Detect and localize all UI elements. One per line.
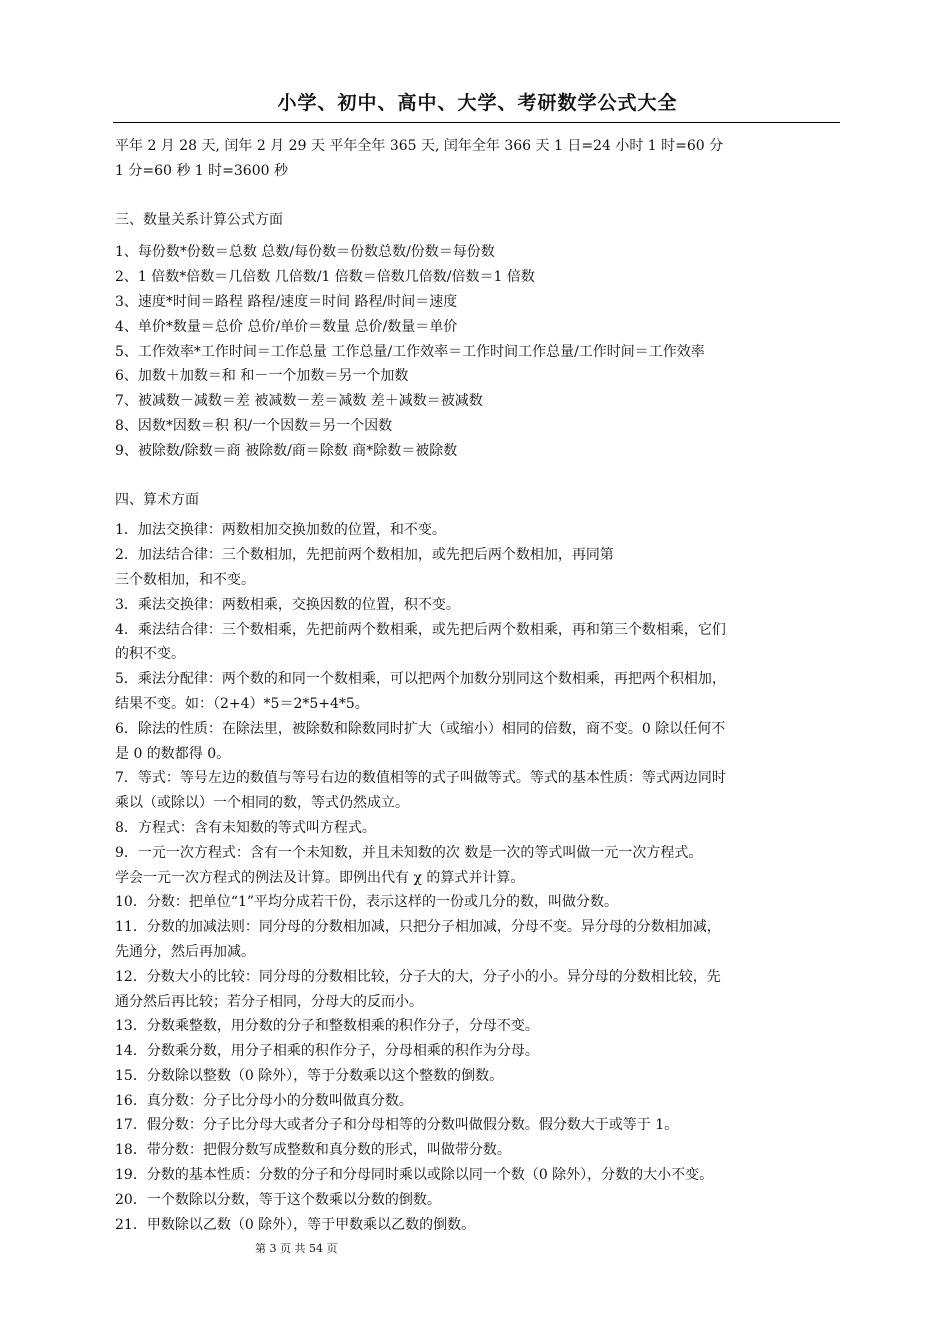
rule-line: 20．一个数除以分数，等于这个数乘以分数的倒数。: [115, 1191, 441, 1208]
rule-line: 4．乘法结合律：三个数相乘，先把前两个数相乘，或先把后两个数相乘，再和第三个数相乘，它们: [115, 621, 726, 638]
rule-line: 的积不变。: [115, 646, 185, 663]
rule-line: 三个数相加，和不变。: [115, 571, 255, 588]
formula-line: 8、因数*因数＝积 积/一个因数＝另一个因数: [115, 417, 393, 434]
rule-line: 17．假分数：分子比分母大或者分子和分母相等的分数叫做假分数。假分数大于或等于 1。: [115, 1117, 679, 1134]
intro-line: 平年 2 月 28 天, 闰年 2 月 29 天 平年全年 365 天, 闰年全年 366 天 1 日=24 小时 1 时=60 分: [115, 138, 724, 154]
rule-line: 3．乘法交换律：两数相乘，交换因数的位置，积不变。: [115, 596, 460, 613]
formula-line: 5、工作效率*工作时间＝工作总量 工作总量/工作效率＝工作时间工作总量/工作时间＝工作效率: [115, 343, 705, 360]
formula-line: 1、每份数*份数＝总数 总数/每份数＝份数总数/份数＝每份数: [115, 244, 495, 261]
page-content: [115, 134, 840, 1237]
section-4-heading: 四、算术方面: [115, 491, 199, 508]
rule-line: 通分然后再比较；若分子相同，分母大的反而小。: [115, 993, 423, 1010]
rule-line: 是 0 的数都得 0。: [115, 745, 231, 762]
rule-line: 12．分数大小的比较：同分母的分数相比较，分子大的大，分子小的小。异分母的分数相比较，先: [115, 968, 721, 985]
formula-line: 7、被减数－减数＝差 被减数－差＝减数 差＋减数＝被减数: [115, 393, 483, 410]
rule-line: 8．方程式：含有未知数的等式叫方程式。: [115, 819, 376, 836]
rule-line: 21．甲数除以乙数（0 除外），等于甲数乘以乙数的倒数。: [115, 1216, 476, 1233]
formula-line: 6、加数＋加数＝和 和－一个加数＝另一个加数: [115, 368, 409, 385]
rule-line: 先通分，然后再加减。: [115, 943, 255, 960]
paragraph-gap: [115, 232, 840, 240]
page-number-footer: 第 3 页 共 54 页: [255, 1242, 338, 1255]
rule-line: 2．加法结合律：三个数相加，先把前两个数相加，或先把后两个数相加，再同第: [115, 547, 614, 564]
rule-line: 16．真分数：分子比分母小的分数叫做真分数。: [115, 1092, 413, 1109]
rule-line: 18．带分数：把假分数写成整数和真分数的形式，叫做带分数。: [115, 1142, 511, 1159]
rule-line: 乘以（或除以）一个相同的数，等式仍然成立。: [115, 795, 409, 812]
rule-line: 6．除法的性质：在除法里，被除数和除数同时扩大（或缩小）相同的倍数，商不变。0 除以任何不: [115, 720, 726, 737]
formula-line: 2、1 倍数*倍数＝几倍数 几倍数/1 倍数＝倍数几倍数/倍数＝1 倍数: [115, 269, 535, 286]
rule-line: 15．分数除以整数（0 除外），等于分数乘以这个整数的倒数。: [115, 1067, 504, 1084]
rule-line: 1．加法交换律：两数相加交换加数的位置，和不变。: [115, 522, 446, 539]
rule-line: 10．分数：把单位“1”平均分成若干份，表示这样的一份或几分的数，叫做分数。: [115, 894, 619, 911]
rule-line: 11．分数的加减法则：同分母的分数相加减，只把分子相加减，分母不变。异分母的分数相加减，: [115, 919, 721, 936]
paragraph-gap: [115, 464, 840, 488]
header-divider: [113, 122, 840, 123]
rule-line: 学会一元一次方程式的例法及计算。即例出代有 χ 的算式并计算。: [115, 869, 525, 886]
page-header-title: 小学、初中、高中、大学、考研数学公式大全: [277, 92, 678, 114]
formula-line: 3、速度*时间＝路程 路程/速度＝时间 路程/时间＝速度: [115, 293, 458, 310]
section-3-heading: 三、数量关系计算公式方面: [115, 211, 283, 228]
formula-line: 9、被除数/除数＝商 被除数/商＝除数 商*除数＝被除数: [115, 442, 458, 459]
rule-line: 19．分数的基本性质：分数的分子和分母同时乘以或除以同一个数（0 除外），分数的大小不变。: [115, 1167, 714, 1184]
rule-line: 14．分数乘分数，用分子相乘的积作分子，分母相乘的积作为分母。: [115, 1043, 539, 1060]
paragraph-gap: [115, 184, 840, 208]
formula-line: 4、单价*数量＝总价 总价/单价＝数量 总价/数量＝单价: [115, 318, 458, 335]
rule-line: 结果不变。如：（2+4）*5＝2*5+4*5。: [115, 695, 369, 712]
intro-line: 1 分=60 秒 1 时=3600 秒: [115, 162, 288, 179]
rule-line: 13．分数乘整数，用分数的分子和整数相乘的积作分子，分母不变。: [115, 1018, 539, 1035]
rule-line: 5．乘法分配律：两个数的和同一个数相乘，可以把两个加数分别同这个数相乘，再把两个积相加，: [115, 671, 726, 688]
rule-line: 9．一元一次方程式：含有一个未知数，并且未知数的次 数是一次的等式叫做一元一次方程式。: [115, 844, 703, 861]
rule-line: 7．等式：等号左边的数值与等号右边的数值相等的式子叫做等式。等式的基本性质：等式两边同时: [115, 770, 726, 787]
